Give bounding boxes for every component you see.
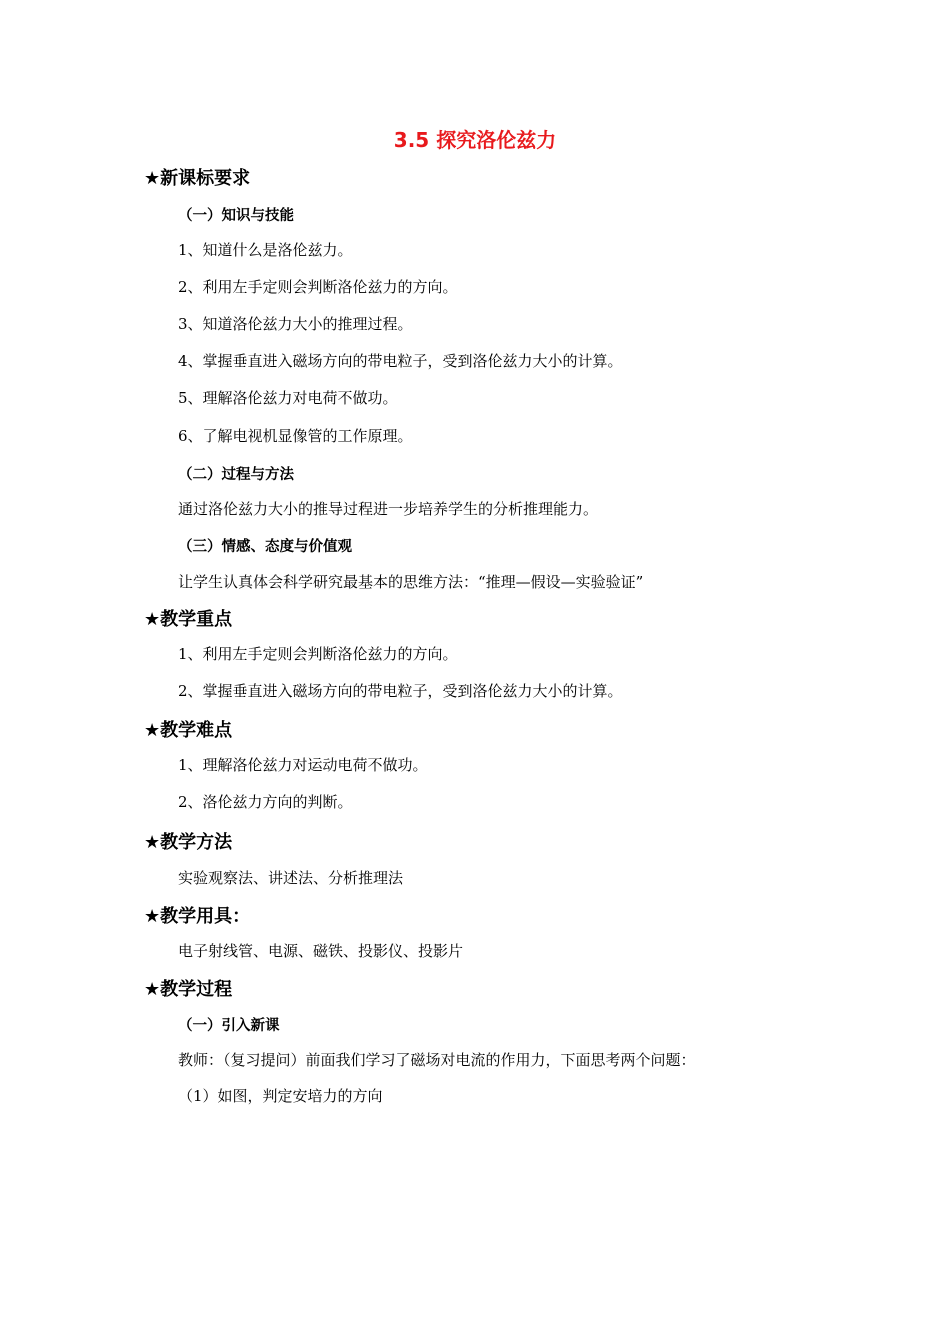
list-item: 6、了解电视机显像管的工作原理。 bbox=[178, 427, 413, 445]
heading-methods: ★教学方法 bbox=[144, 832, 233, 853]
heading-key-points: ★教学重点 bbox=[144, 609, 233, 630]
list-item: 4、掌握垂直进入磁场方向的带电粒子，受到洛伦兹力大小的计算。 bbox=[178, 352, 623, 370]
subheading-emotion: （三）情感、态度与价值观 bbox=[178, 539, 352, 555]
list-item: 1、知道什么是洛伦兹力。 bbox=[178, 241, 353, 259]
heading-curriculum: ★新课标要求 bbox=[144, 168, 251, 189]
paragraph-question: （1）如图，判定安培力的方向 bbox=[178, 1087, 383, 1105]
list-item: 5、理解洛伦兹力对电荷不做功。 bbox=[178, 389, 398, 407]
heading-procedure: ★教学过程 bbox=[144, 979, 233, 1000]
list-item: 2、洛伦兹力方向的判断。 bbox=[178, 793, 353, 811]
paragraph-process: 通过洛伦兹力大小的推导过程进一步培养学生的分析推理能力。 bbox=[178, 500, 599, 518]
paragraph-teacher: 教师：（复习提问）前面我们学习了磁场对电流的作用力，下面思考两个问题： bbox=[178, 1051, 696, 1069]
paragraph-emotion: 让学生认真体会科学研究最基本的思维方法：“推理—假设—实验验证” bbox=[178, 573, 644, 591]
subheading-knowledge: （一）知识与技能 bbox=[178, 208, 294, 224]
heading-difficulties: ★教学难点 bbox=[144, 720, 233, 741]
list-item: 2、利用左手定则会判断洛伦兹力的方向。 bbox=[178, 278, 458, 296]
list-item: 1、理解洛伦兹力对运动电荷不做功。 bbox=[178, 756, 428, 774]
page-title: 3.5 探究洛伦兹力 bbox=[393, 128, 557, 152]
paragraph-methods: 实验观察法、讲述法、分析推理法 bbox=[178, 869, 404, 887]
subheading-process: （二）过程与方法 bbox=[178, 467, 294, 483]
paragraph-tools: 电子射线管、电源、磁铁、投影仪、投影片 bbox=[178, 942, 464, 960]
list-item: 1、利用左手定则会判断洛伦兹力的方向。 bbox=[178, 645, 458, 663]
subheading-intro: （一）引入新课 bbox=[178, 1018, 280, 1034]
list-item: 3、知道洛伦兹力大小的推理过程。 bbox=[178, 315, 413, 333]
heading-tools: ★教学用具： bbox=[144, 906, 251, 927]
list-item: 2、掌握垂直进入磁场方向的带电粒子，受到洛伦兹力大小的计算。 bbox=[178, 682, 623, 700]
